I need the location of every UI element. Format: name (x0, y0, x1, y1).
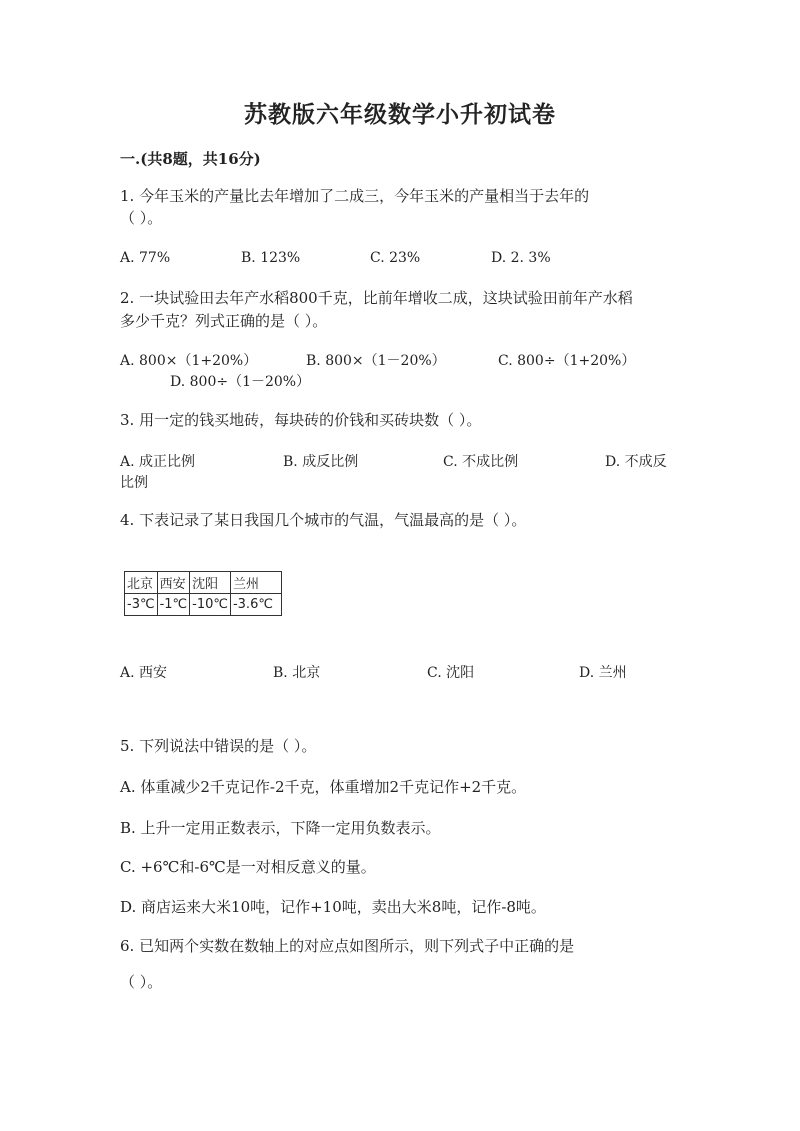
table-row (125, 572, 282, 594)
q1-option-c: C. 23% (370, 250, 421, 266)
question-6-line2: （ ）。 (120, 973, 163, 991)
q2-option-a: A. 800×（1+20%） (120, 353, 258, 369)
q2-option-b: B. 800×（1－20%） (306, 353, 446, 369)
q4-option-a: A. 西安 (120, 665, 168, 681)
q3-option-c: C. 不成比例 (443, 454, 519, 470)
q2-option-c: C. 800÷（1+20%） (498, 353, 636, 369)
q4-option-c: C. 沈阳 (427, 665, 475, 681)
q5-option-c: C. +6℃和-6℃是一对相反意义的量。 (120, 858, 376, 876)
question-6-line1: 6. 已知两个实数在数轴上的对应点如图所示，则下列式子中正确的是 (120, 937, 575, 955)
q4-option-d: D. 兰州 (579, 665, 627, 681)
q4-option-b: B. 北京 (273, 665, 321, 681)
question-1-line2: （ ）。 (120, 209, 163, 227)
q3-option-a: A. 成正比例 (120, 454, 196, 470)
question-2-line1: 2. 一块试验田去年产水稻800千克，比前年增收二成，这块试验田前年产水稻 (120, 289, 633, 307)
section-heading: 一.(共8题，共16分) (120, 150, 261, 168)
question-4: 4. 下表记录了某日我国几个城市的气温，气温最高的是（ ）。 (120, 511, 527, 529)
q3-option-d: D. 不成反 (605, 454, 667, 470)
table-cell-temp: -1℃ (157, 594, 190, 616)
q1-option-d: D. 2. 3% (491, 250, 551, 266)
q3-option-b: B. 成反比例 (283, 454, 359, 470)
q5-option-d: D. 商店运来大米10吨，记作+10吨，卖出大米8吨，记作-8吨。 (120, 898, 546, 916)
table-row (125, 594, 282, 616)
question-5: 5. 下列说法中错误的是（ ）。 (120, 737, 317, 755)
q5-option-a: A. 体重减少2千克记作-2千克，体重增加2千克记作+2千克。 (120, 778, 527, 796)
q1-option-b: B. 123% (241, 250, 301, 266)
q3-option-d-wrap: 比例 (120, 475, 148, 491)
question-1-line1: 1. 今年玉米的产量比去年增加了二成三，今年玉米的产量相当于去年的 (120, 187, 590, 205)
table-cell-temp: -3℃ (125, 594, 158, 616)
table-cell-temp: -3.6℃ (230, 594, 281, 616)
table-cell-city: 沈阳 (190, 572, 231, 594)
q5-option-b: B. 上升一定用正数表示，下降一定用负数表示。 (120, 819, 441, 837)
table-cell-city: 兰州 (230, 572, 281, 594)
q1-option-a: A. 77% (120, 250, 171, 266)
question-2-line2: 多少千克？列式正确的是（ ）。 (120, 312, 328, 330)
table-cell-temp: -10℃ (190, 594, 231, 616)
page-title: 苏教版六年级数学小升初试卷 (244, 101, 556, 128)
table-cell-city: 北京 (125, 572, 158, 594)
q2-option-d: D. 800÷（1－20%） (170, 374, 311, 390)
table-cell-city: 西安 (157, 572, 190, 594)
temperature-table (124, 571, 282, 616)
question-3: 3. 用一定的钱买地砖，每块砖的价钱和买砖块数（ ）。 (120, 411, 482, 429)
